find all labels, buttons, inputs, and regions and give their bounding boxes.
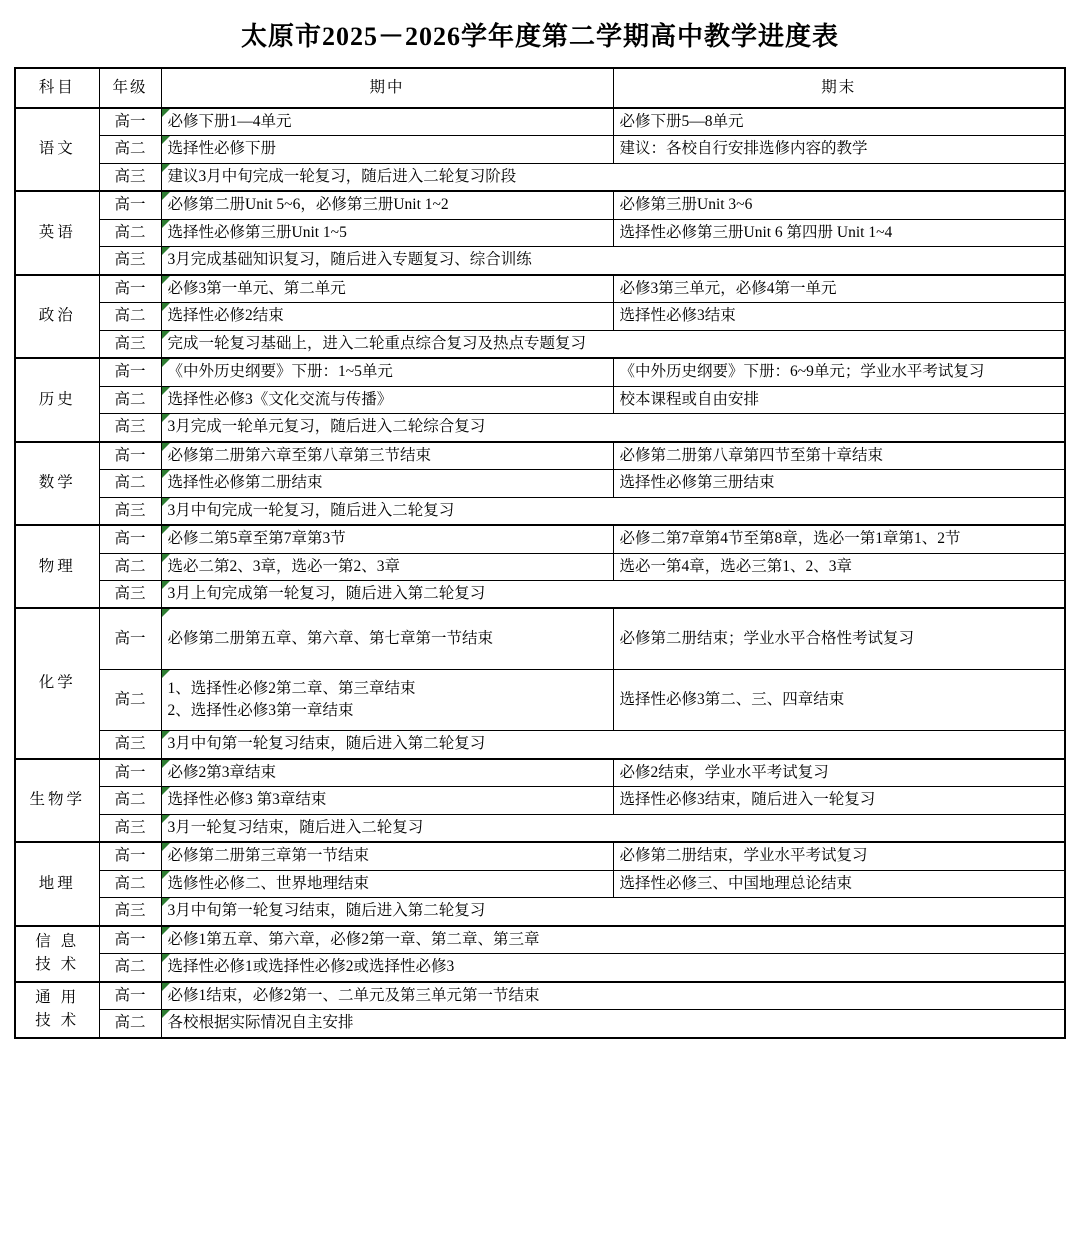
grade-cell: 高三 (99, 814, 161, 842)
table-row (15, 787, 1065, 814)
midterm-cell: 必修3第一单元、第二单元 (161, 275, 613, 303)
midterm-cell: 选择性必修第二册结束 (161, 470, 613, 497)
final-cell: 必修3第三单元，必修4第一单元 (613, 275, 1065, 303)
table-row (15, 553, 1065, 580)
table-row (15, 731, 1065, 759)
table-header (15, 68, 1065, 108)
table-row (15, 954, 1065, 982)
subject-cell: 数学 (15, 442, 99, 525)
grade-cell: 高二 (99, 219, 161, 246)
grade-cell: 高二 (99, 870, 161, 897)
grade-cell: 高三 (99, 731, 161, 759)
midterm-cell: 必修下册1—4单元 (161, 108, 613, 136)
table-row (15, 497, 1065, 525)
midterm-cell: 选必二第2、3章，选必一第2、3章 (161, 553, 613, 580)
subject-cell: 生物学 (15, 759, 99, 842)
subject-cell: 语文 (15, 108, 99, 191)
grade-cell: 高一 (99, 608, 161, 670)
midterm-cell: 必修第二册第五章、第六章、第七章第一节结束 (161, 608, 613, 670)
grade-cell: 高三 (99, 497, 161, 525)
midterm-cell: 3月中旬完成一轮复习，随后进入二轮复习 (161, 497, 1065, 525)
grade-cell: 高二 (99, 954, 161, 982)
table-row (15, 982, 1065, 1010)
grade-cell: 高二 (99, 386, 161, 413)
final-cell: 《中外历史纲要》下册：6~9单元；学业水平考试复习 (613, 358, 1065, 386)
grade-cell: 高一 (99, 842, 161, 870)
midterm-cell: 选修性必修二、世界地理结束 (161, 870, 613, 897)
grade-cell: 高三 (99, 247, 161, 275)
table-row (15, 275, 1065, 303)
header-subject: 科目 (15, 68, 99, 108)
final-cell: 必修第二册结束，学业水平考试复习 (613, 842, 1065, 870)
midterm-cell: 选择性必修第三册Unit 1~5 (161, 219, 613, 246)
table-row (15, 580, 1065, 608)
midterm-cell: 完成一轮复习基础上，进入二轮重点综合复习及热点专题复习 (161, 330, 1065, 358)
table-row (15, 303, 1065, 330)
subject-cell: 政治 (15, 275, 99, 358)
subject-cell: 化学 (15, 608, 99, 758)
table-row (15, 219, 1065, 246)
table-row (15, 108, 1065, 136)
grade-cell: 高二 (99, 553, 161, 580)
final-cell: 必修下册5—8单元 (613, 108, 1065, 136)
midterm-cell: 建议3月中旬完成一轮复习，随后进入二轮复习阶段 (161, 163, 1065, 191)
table-row (15, 247, 1065, 275)
final-cell: 选必一第4章，选必三第1、2、3章 (613, 553, 1065, 580)
final-cell: 选择性必修3结束 (613, 303, 1065, 330)
final-cell: 选择性必修3第二、三、四章结束 (613, 670, 1065, 731)
grade-cell: 高一 (99, 191, 161, 219)
grade-cell: 高一 (99, 275, 161, 303)
subject-cell: 通 用 技 术 (15, 982, 99, 1038)
grade-cell: 高三 (99, 580, 161, 608)
grade-cell: 高一 (99, 108, 161, 136)
header-grade: 年级 (99, 68, 161, 108)
midterm-cell: 3月中旬第一轮复习结束，随后进入第二轮复习 (161, 731, 1065, 759)
final-cell: 必修2结束，学业水平考试复习 (613, 759, 1065, 787)
grade-cell: 高一 (99, 982, 161, 1010)
grade-cell: 高二 (99, 670, 161, 731)
table-row (15, 386, 1065, 413)
final-cell: 必修第三册Unit 3~6 (613, 191, 1065, 219)
grade-cell: 高二 (99, 470, 161, 497)
grade-cell: 高一 (99, 926, 161, 954)
table-row (15, 814, 1065, 842)
final-cell: 校本课程或自由安排 (613, 386, 1065, 413)
table-row (15, 870, 1065, 897)
grade-cell: 高三 (99, 163, 161, 191)
final-cell: 必修二第7章第4节至第8章，选必一第1章第1、2节 (613, 525, 1065, 553)
grade-cell: 高三 (99, 898, 161, 926)
table-row (15, 414, 1065, 442)
subject-cell: 信 息 技 术 (15, 926, 99, 982)
table-row (15, 470, 1065, 497)
table-row (15, 759, 1065, 787)
final-cell: 选择性必修三、中国地理总论结束 (613, 870, 1065, 897)
table-row (15, 525, 1065, 553)
midterm-cell: 选择性必修2结束 (161, 303, 613, 330)
midterm-cell: 3月一轮复习结束，随后进入二轮复习 (161, 814, 1065, 842)
midterm-cell: 3月完成基础知识复习，随后进入专题复习、综合训练 (161, 247, 1065, 275)
grade-cell: 高一 (99, 759, 161, 787)
midterm-cell: 必修第二册第六章至第八章第三节结束 (161, 442, 613, 470)
midterm-cell: 必修1第五章、第六章，必修2第一章、第二章、第三章 (161, 926, 1065, 954)
table-row (15, 608, 1065, 670)
final-cell: 选择性必修第三册结束 (613, 470, 1065, 497)
midterm-cell: 必修第二册Unit 5~6，必修第三册Unit 1~2 (161, 191, 613, 219)
final-cell: 选择性必修第三册Unit 6 第四册 Unit 1~4 (613, 219, 1065, 246)
table-row (15, 136, 1065, 163)
grade-cell: 高三 (99, 330, 161, 358)
midterm-cell: 选择性必修下册 (161, 136, 613, 163)
table-row (15, 898, 1065, 926)
grade-cell: 高二 (99, 787, 161, 814)
table-row (15, 842, 1065, 870)
table-row (15, 358, 1065, 386)
table-row (15, 1010, 1065, 1038)
table-row (15, 330, 1065, 358)
grade-cell: 高一 (99, 525, 161, 553)
final-cell: 建议：各校自行安排选修内容的教学 (613, 136, 1065, 163)
midterm-cell: 必修2第3章结束 (161, 759, 613, 787)
page-title: 太原市2025－2026学年度第二学期高中教学进度表 (240, 22, 839, 51)
grade-cell: 高二 (99, 136, 161, 163)
final-cell: 必修第二册第八章第四节至第十章结束 (613, 442, 1065, 470)
final-cell: 必修第二册结束；学业水平合格性考试复习 (613, 608, 1065, 670)
grade-cell: 高一 (99, 358, 161, 386)
header-final: 期末 (613, 68, 1065, 108)
header-midterm: 期中 (161, 68, 613, 108)
midterm-cell: 选择性必修3《文化交流与传播》 (161, 386, 613, 413)
grade-cell: 高二 (99, 1010, 161, 1038)
midterm-cell: 《中外历史纲要》下册：1~5单元 (161, 358, 613, 386)
midterm-cell: 3月完成一轮单元复习，随后进入二轮综合复习 (161, 414, 1065, 442)
grade-cell: 高一 (99, 442, 161, 470)
table-row (15, 442, 1065, 470)
teaching-schedule-table (14, 67, 1066, 1039)
midterm-cell: 必修二第5章至第7章第3节 (161, 525, 613, 553)
midterm-cell: 3月上旬完成第一轮复习，随后进入第二轮复习 (161, 580, 1065, 608)
table-row (15, 191, 1065, 219)
table-row (15, 926, 1065, 954)
midterm-cell: 必修第二册第三章第一节结束 (161, 842, 613, 870)
midterm-cell: 必修1结束，必修2第一、二单元及第三单元第一节结束 (161, 982, 1065, 1010)
final-cell: 选择性必修3结束，随后进入一轮复习 (613, 787, 1065, 814)
midterm-cell: 各校根据实际情况自主安排 (161, 1010, 1065, 1038)
table-body (15, 108, 1065, 1038)
table-row (15, 163, 1065, 191)
subject-cell: 物理 (15, 525, 99, 608)
subject-cell: 地理 (15, 842, 99, 925)
midterm-cell: 选择性必修1或选择性必修2或选择性必修3 (161, 954, 1065, 982)
midterm-cell: 3月中旬第一轮复习结束，随后进入第二轮复习 (161, 898, 1065, 926)
midterm-cell: 1、选择性必修2第二章、第三章结束 2、选择性必修3第一章结束 (161, 670, 613, 731)
header-row (15, 68, 1065, 108)
subject-cell: 历史 (15, 358, 99, 441)
subject-cell: 英语 (15, 191, 99, 274)
grade-cell: 高三 (99, 414, 161, 442)
table-row (15, 670, 1065, 731)
grade-cell: 高二 (99, 303, 161, 330)
midterm-cell: 选择性必修3 第3章结束 (161, 787, 613, 814)
